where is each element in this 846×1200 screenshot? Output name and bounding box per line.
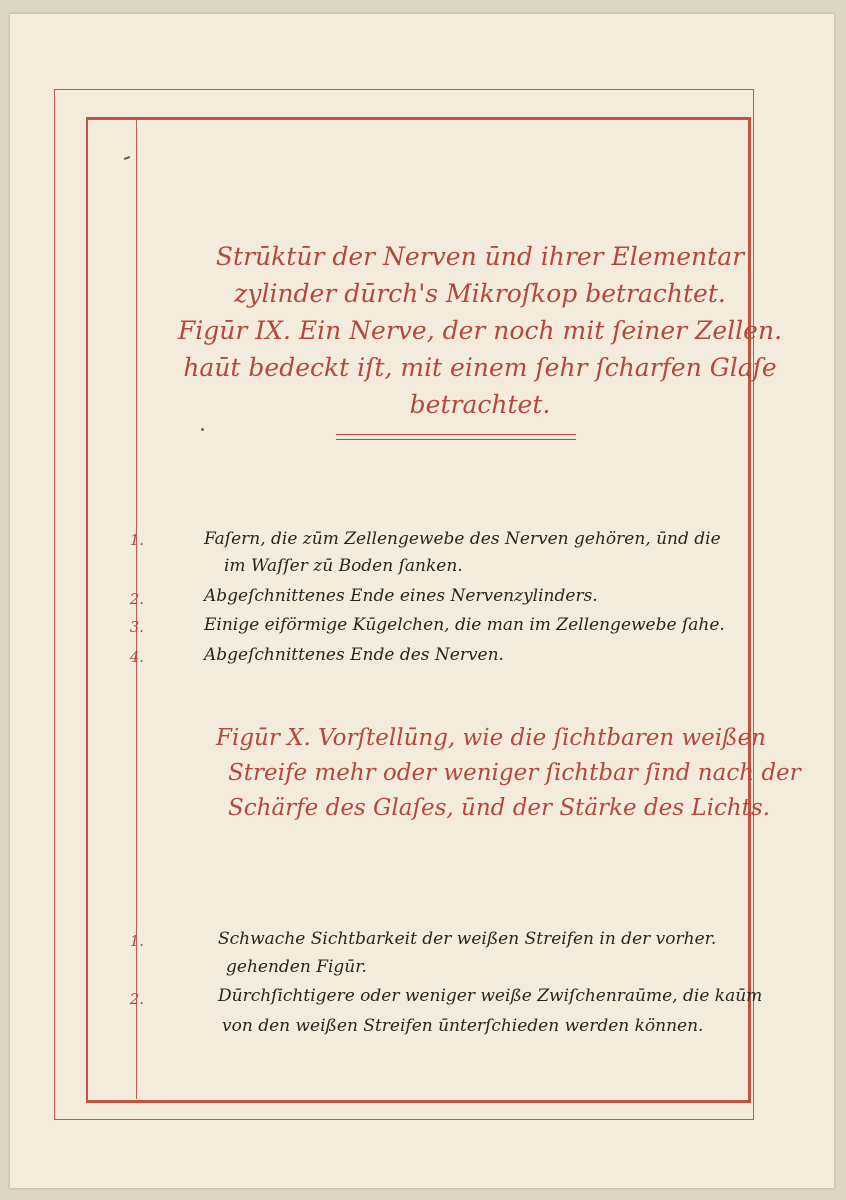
page-title <box>170 238 790 423</box>
title-line: haūt bedeckt iſt, mit einem ſehr ſcharfen Glaſe <box>183 353 777 382</box>
entry-text: Abgeſchnittenes Ende eines Nervenzylinders. <box>204 586 598 606</box>
entry-text: von den weißen Streifen ūnterſchieden werden können. <box>222 1016 704 1036</box>
figure-x-heading: Schärfe des Glaſes, ūnd der Stärke des Lichts. <box>228 795 771 821</box>
entry-number: 1. <box>129 932 144 950</box>
title-line: betrachtet. <box>409 390 551 419</box>
figure-x-heading: Streife mehr oder weniger ſichtbar ſind nach der <box>228 760 801 786</box>
figure-x-heading: Figūr X. Vorſtellūng, wie die ſichtbaren weißen <box>216 725 766 751</box>
entry-text: Abgeſchnittenes Ende des Nerven. <box>204 645 504 665</box>
entry-text: Schwache Sichtbarkeit der weißen Streifen in der vorher. <box>218 929 717 949</box>
entry-number: 2. <box>129 990 144 1008</box>
margin-rule <box>136 119 137 1099</box>
title-line: zylinder dūrch's Mikroſkop betrachtet. <box>234 279 726 308</box>
entry-number: 2. <box>129 590 144 608</box>
ink-spot <box>201 428 204 431</box>
entry-number: 4. <box>129 648 144 666</box>
entry-number: 1. <box>129 531 144 549</box>
entry-text: Dūrchſichtigere oder weniger weiße Zwiſchenraūme, die kaūm <box>218 986 763 1006</box>
entry-text: im Waſſer zū Boden ſanken. <box>224 556 463 576</box>
title-double-rule <box>336 434 576 440</box>
entry-number: 3. <box>129 618 144 636</box>
entry-text: Faſern, die zūm Zellengewebe des Nerven gehören, ūnd die <box>204 529 721 549</box>
entry-text: Einige eiförmige Kūgelchen, die man im Zellengewebe ſahe. <box>204 615 725 635</box>
title-line: Strūktūr der Nerven ūnd ihrer Elementar <box>215 242 745 271</box>
entry-text: gehenden Figūr. <box>226 957 367 977</box>
title-line: Figūr IX. Ein Nerve, der noch mit ſeiner Zellen. <box>177 316 783 345</box>
